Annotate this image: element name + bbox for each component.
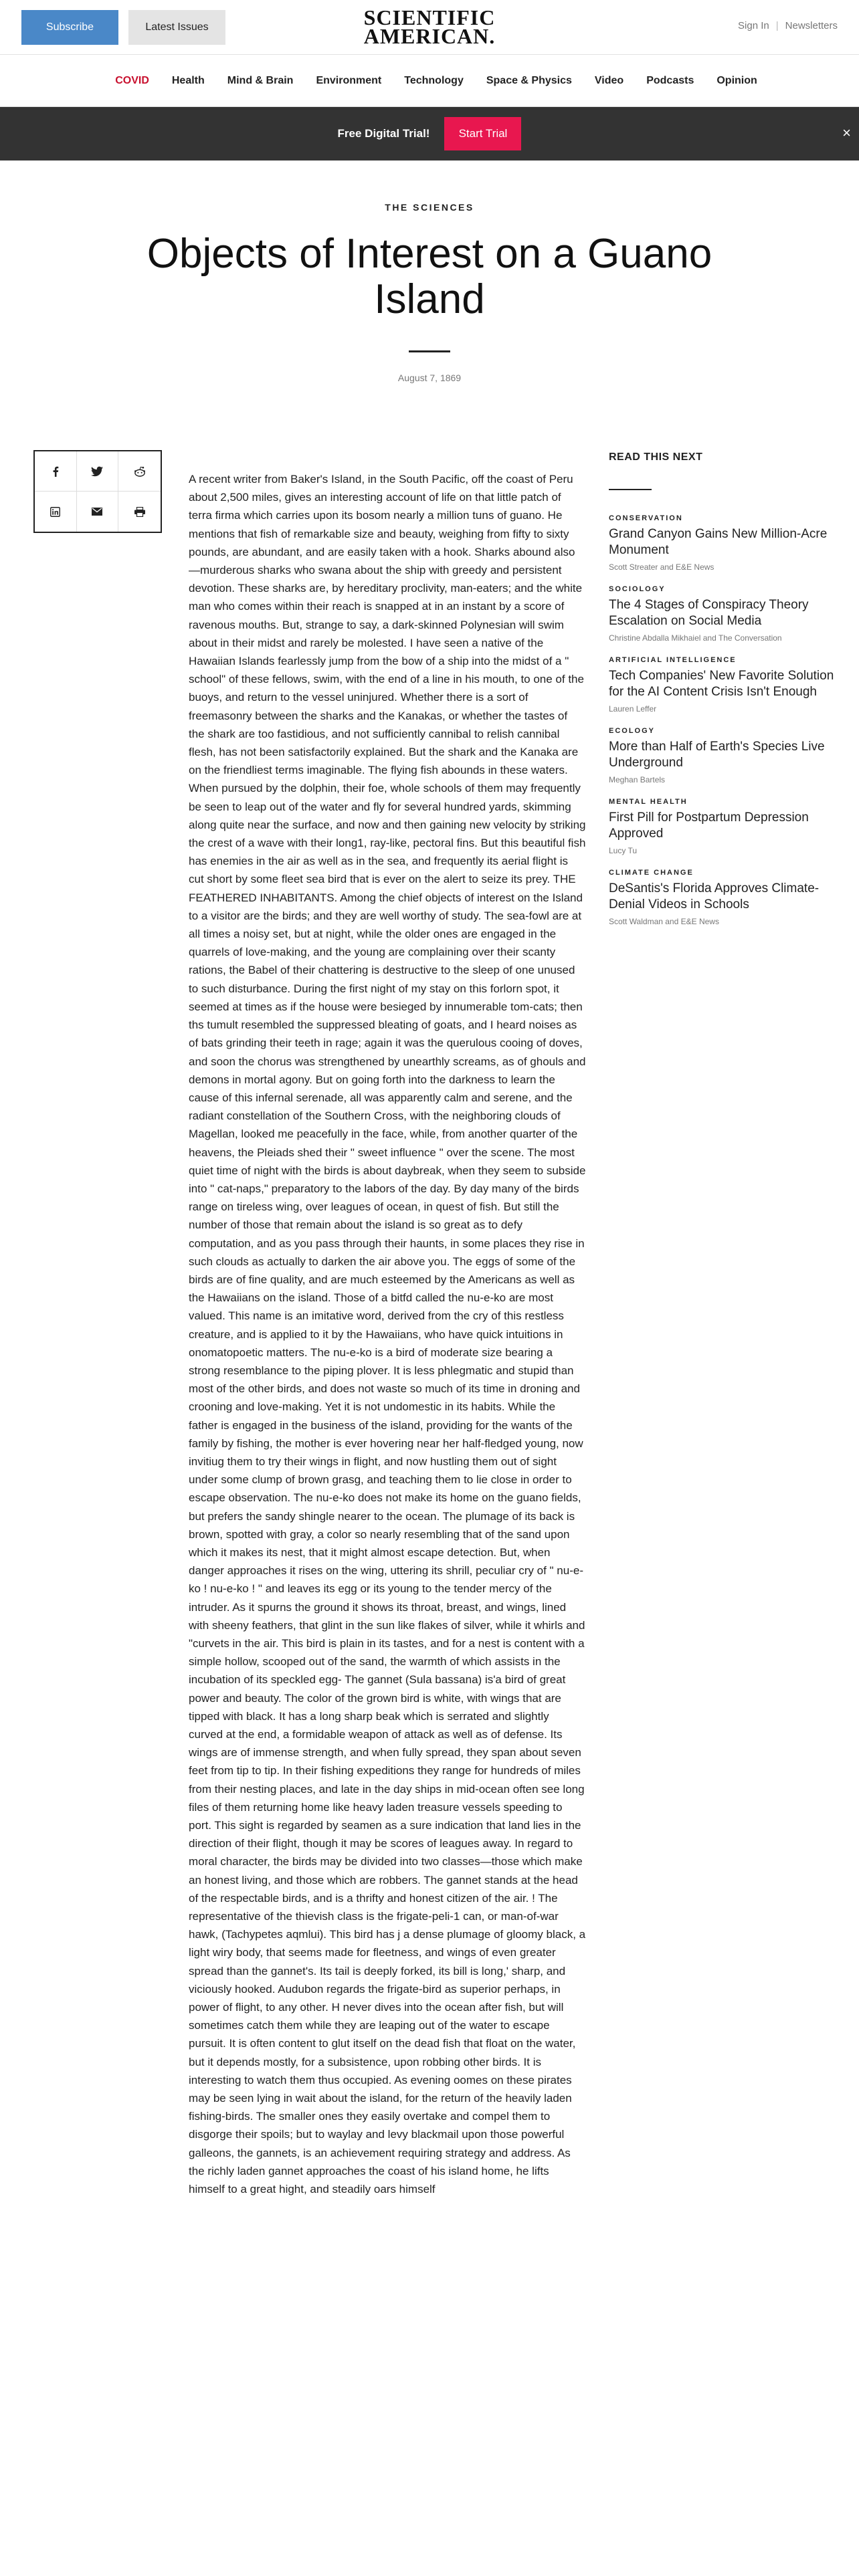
read-next-item[interactable] <box>609 798 836 855</box>
email-icon <box>92 508 102 516</box>
read-next-author: Meghan Bartels <box>609 775 666 784</box>
read-next-title[interactable]: Grand Canyon Gains New Million-Acre Monument <box>609 527 828 557</box>
read-next-item[interactable] <box>609 727 836 784</box>
twitter-icon <box>91 466 103 477</box>
share-email-button[interactable] <box>77 492 119 532</box>
read-next-title[interactable]: Tech Companies' New Favorite Solution for the AI Content Crisis Isn't Enough <box>609 669 834 699</box>
nav-item-video[interactable]: Video <box>594 74 624 86</box>
close-icon[interactable]: × <box>842 124 851 141</box>
read-next-item[interactable] <box>609 656 836 714</box>
read-next-category[interactable]: CLIMATE CHANGE <box>609 869 694 877</box>
share-print-button[interactable] <box>118 492 161 532</box>
header-links <box>738 20 838 31</box>
article-date: August 7, 1869 <box>397 372 462 383</box>
read-next-divider <box>609 489 652 490</box>
read-next-item[interactable] <box>609 869 836 926</box>
sign-in-link[interactable]: Sign In <box>738 20 769 31</box>
nav-item-opinion[interactable]: Opinion <box>717 74 757 86</box>
read-next-title[interactable]: More than Half of Earth's Species Live Underground <box>609 740 825 770</box>
logo-line-2: AMERICAN. <box>363 24 496 48</box>
banner-text: Free Digital Trial! <box>337 127 430 140</box>
read-next-item[interactable] <box>609 585 836 643</box>
read-next-title[interactable]: DeSantis's Florida Approves Climate-Denial Videos in Schools <box>609 881 820 911</box>
nav-item-space-physics[interactable]: Space & Physics <box>486 74 572 86</box>
article-title: Objects of Interest on a Guano Island <box>147 231 712 322</box>
share-box <box>33 450 162 533</box>
article-category[interactable]: THE SCIENCES <box>385 202 474 213</box>
start-trial-button[interactable]: Start Trial <box>444 117 521 150</box>
read-next-item[interactable] <box>609 514 836 572</box>
nav-item-mind-brain[interactable]: Mind & Brain <box>227 74 294 86</box>
print-icon <box>134 507 145 517</box>
site-header <box>0 0 859 55</box>
latest-issues-button[interactable]: Latest Issues <box>128 10 225 45</box>
read-next-sidebar <box>609 451 836 940</box>
read-next-category[interactable]: MENTAL HEALTH <box>609 798 688 806</box>
read-next-title[interactable]: The 4 Stages of Conspiracy Theory Escalation on Social Media <box>609 598 809 628</box>
article-body: A recent writer from Baker's Island, in the South Pacific, off the coast of Peru about 2,500 miles, gives an interesting account of life on that little patch of terra firma which carries upon its bosom nearly a million tuns of guano. He mentions that fish of remarkable size and beauty, weighing from fifty to sixty pounds, are abundant, and are easily taken with a hook. Sharks abound also—murderous sharks who swana about the ship with greedy and persistent devotion. These sharks are, by hereditary proclivity, man-eaters; and the white man who comes within their reach is snapped at in an instant by a score of ravenous mouths. But, strange to say, a dark-skinned Polynesian will swim about in their midst and rarely be molested. I have seen a native of the Hawaiian Islands fearlessly jump from the bow of a ship into the midst of a " school" of these fellows, swim, with the end of a line in his mouth, to one of the buoys, and return to the vessel uninjured. Whether there is a sort of freemasonry between the sharks and the Kanakas, or whether the tastes of the shark are too fastidious, and not sufficiently cannibal to relish cannibal flesh, has not been satisfactorily explained. But the shark and the Kanaka are on the friendliest terms imaginable. The flying fish abounds in these waters. When pursued by the dolphin, their foe, whole schools of them may frequently be seen to leap out of the water and fly for several hundred yards, skimming along quite near the surface, and now and then gaining new velocity by striking the crest of a wave with their long1, ray-like, pectoral fins. But this beautiful fish has enemies in the air as well as in the sea, and frequently its aerial flight is cut short by some fleet sea bird that is ever on the alert to seize its prey. THE FEATHERED INHABITANTS. Among the chief objects of interest on the Island to a visitor are the birds; and they are well worthy of study. The sea-fowl are at all times a noisy set, but at night, while the older ones are engaged in the quarrels of love-making, and the young are complaining over their scanty rations, the Babel of their chattering is destructive to the sleep of one unused to such disturbance. During the first night of my stay on this forlorn spot, it seemed at times as if the house were besieged by innumerable tom-cats; then ths tumult resembled the suppressed bleating of goats, and I heard noises as of bats grinding their teeth in rage; again it was the querulous cooing of doves, and soon the chorus was strengthened by unearthly screams, as of ghouls and demons in mortal agony. But on going forth into the darkness to learn the cause of this infernal serenade, all was apparently calm and serene, and the radiant constellation of the Southern Cross, with the neighboring clouds of Magellan, looked me peacefully in the face, while, from another quarter of the heavens, the Pleiads shed their " sweet influence " over the scene. The most quiet time of night with the birds is about daybreak, when they seem to subside into " cat-naps," preparatory to the labors of the day. By day many of the birds range on tireless wing, over leagues of ocean, in quest of fish. But still the number of those that remain about the island is so great as to defy computation, and as you pass through their haunts, in some places they rise in such clouds as actually to darken the air above you. The eggs of some of the birds are of fine quality, and are much esteemed by the Americans as well as the Hawaiians on the island. Those of a bitfd called the nu-e-ko are most valued. This name is an imitative word, derived from the cry of this restless creature, and is applied to it by the Hawaiians, who have quick intuitions in onomatopoetic matters. The nu-e-ko is a bird of moderate size bearing a strong resemblance to the piping plover. It is less phlegmatic and stupid than most of the other birds, and does not waste so much of its time in droning and crooning and love-making. Yet it is not undomestic in its habits. While the father is engaged in the business of the island, providing for the wants of the family by fishing, the mother is ever hovering near her half-fledged young, now invitiug them to try their wings in flight, and now hustling them out of sight under some clump of brown grasg, and teaching them to lie close in order to escape observation. The nu-e-ko does not make its home on the guano fields, but prefers the sandy shingle nearer to the ocean. The plumage of its back is brown, spotted with gray, a color so nearly resembling that of the sand upon which it makes its nest, that it might almost escape detection. But, when danger approaches it rises on the wing, uttering its shrill, peculiar cry of " nu-e-ko ! nu-e-ko ! " and leaves its egg or its young to the tender mercy of the intruder. As it spurns the ground it shows its throat, breast, and wings, lined with sheeny feathers, that glint in the sun like flakes of silver, while it whirls and "curvets in the air. This bird is plain in its tastes, and for a nest is content with a simple hollow, scooped out of the sand, the warmth of which assists in the incubation of its speckled egg- The gannet (Sula bassana) is'a bird of great power and beauty. The color of the grown bird is white, with wings that are tipped with black. It has a long sharp beak which is serrated and slightly curved at the end, a formidable weapon of attack as well as of defense. Its wings are of immense strength, and when fully spread, they span about seven feet from tip to tip. In their fishing expeditions they range for hundreds of miles from their nesting places, and late in the day ships in mid-ocean often see long files of them returning home like heavy laden treasure vessels speeding to port. This sight is regarded by seamen as a sure indication that land lies in the direction of their flight, though it may be scores of leagues away. In regard to moral character, the birds may be divided into two classes—those which make an honest living, and those which are robbers. The gannet stands at the head of the respectable birds, and is a thrifty and honest citizen of the air. ! The representative of the thievish class is the frigate-peli-1 can, or man-of-war hawk, (Tachypetes aqmlui). This bird has j a dense plumage of gloomy black, a light wiry body, that seems made for fleetness, and wings of even greater spread than the gannet's. Its tail is deeply forked, its bill is long,' sharp, and viciously hooked. Audubon regards the frigate-bird as superior perhaps, in power of flight, to any other. H never dives into the ocean after fish, but will sometimes catch them while they are leaping out of the water to escape pursuit. It is often content to glut itself on the dead fish that float on the water, but it depends mostly, for a subsistence, upon robbing other birds. It is interesting to watch them thus occupied. As evening oomes on these pirates may be seen lying in wait about the island, for the return of the heavily laden fishing-birds. The smaller ones they easily overtake and compel them to disgorge their spoils; but to waylay and levy blackmail upon those powerful galleons, the gannets, is an achievement requiring strategy and address. As the richly laden gannet approaches the coast of his island home, he lifts himself to a great hight, and steadily oars himself <box>189 473 586 2196</box>
read-next-author: Lauren Leffer <box>609 704 657 714</box>
read-next-author: Scott Waldman and E&E News <box>609 917 719 926</box>
header-separator: | <box>775 20 779 31</box>
share-linkedin-button[interactable] <box>35 492 77 532</box>
title-divider <box>409 350 450 352</box>
nav-item-health[interactable]: Health <box>171 74 205 86</box>
read-next-heading: READ THIS NEXT <box>609 451 703 463</box>
read-next-category[interactable]: SOCIOLOGY <box>609 585 666 593</box>
main-nav <box>0 55 859 107</box>
facebook-icon <box>50 466 61 477</box>
read-next-author: Christine Abdalla Mikhaiel and The Conversation <box>609 633 782 643</box>
subscribe-button[interactable]: Subscribe <box>21 10 118 45</box>
read-next-title[interactable]: First Pill for Postpartum Depression Approved <box>609 811 809 841</box>
read-next-category[interactable]: ECOLOGY <box>609 727 656 735</box>
linkedin-icon <box>50 507 60 517</box>
site-logo[interactable] <box>0 5 859 48</box>
read-next-author: Scott Streater and E&E News <box>609 562 714 572</box>
share-twitter-button[interactable] <box>77 451 119 492</box>
nav-item-environment[interactable]: Environment <box>316 74 382 86</box>
read-next-category[interactable]: ARTIFICIAL INTELLIGENCE <box>609 656 737 664</box>
read-next-category[interactable]: CONSERVATION <box>609 514 683 522</box>
newsletters-link[interactable]: Newsletters <box>785 20 838 31</box>
share-facebook-button[interactable] <box>35 451 77 492</box>
nav-item-podcasts[interactable]: Podcasts <box>646 74 694 86</box>
nav-item-covid[interactable]: COVID <box>115 74 149 86</box>
trial-banner <box>0 107 859 160</box>
read-next-author: Lucy Tu <box>609 846 638 855</box>
logo-line-1: SCIENTIFIC <box>363 5 496 29</box>
reddit-icon <box>134 466 146 477</box>
nav-item-technology[interactable]: Technology <box>404 74 464 86</box>
share-reddit-button[interactable] <box>118 451 161 492</box>
